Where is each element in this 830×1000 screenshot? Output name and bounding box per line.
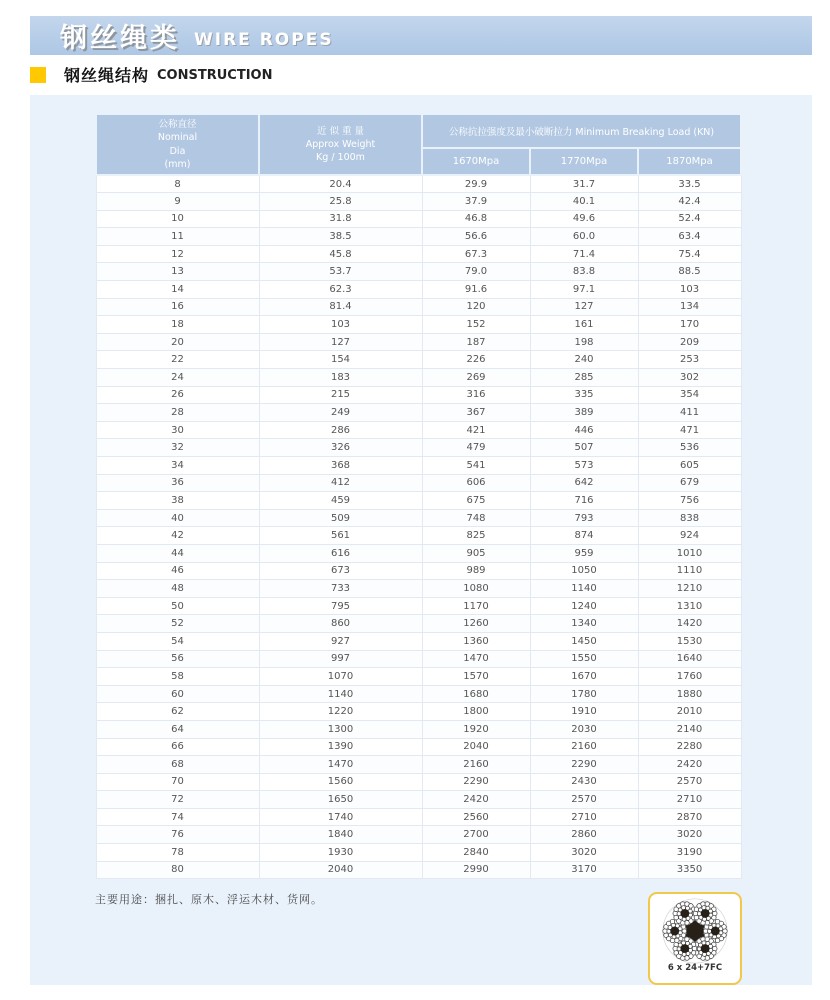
header-diameter-unit: (mm) bbox=[164, 158, 191, 170]
cell: 536 bbox=[638, 439, 741, 457]
cell: 756 bbox=[638, 492, 741, 510]
cell: 91.6 bbox=[422, 281, 530, 299]
cell: 2290 bbox=[422, 773, 530, 791]
cell: 63.4 bbox=[638, 228, 741, 246]
table-row bbox=[96, 333, 741, 351]
cell: 49.6 bbox=[530, 210, 638, 228]
cell: 66 bbox=[96, 738, 259, 756]
table-row bbox=[96, 439, 741, 457]
cell: 1390 bbox=[259, 738, 422, 756]
cell: 673 bbox=[259, 562, 422, 580]
cell: 1470 bbox=[259, 756, 422, 774]
cell: 795 bbox=[259, 597, 422, 615]
cell: 1800 bbox=[422, 703, 530, 721]
cell: 959 bbox=[530, 544, 638, 562]
table-row bbox=[96, 193, 741, 211]
cell: 20 bbox=[96, 333, 259, 351]
table-row bbox=[96, 245, 741, 263]
cell: 18 bbox=[96, 316, 259, 334]
cell: 1340 bbox=[530, 615, 638, 633]
cell: 326 bbox=[259, 439, 422, 457]
table-row bbox=[96, 316, 741, 334]
cell: 997 bbox=[259, 650, 422, 668]
cell: 2160 bbox=[530, 738, 638, 756]
table-row bbox=[96, 861, 741, 879]
table-row bbox=[96, 844, 741, 862]
cell: 240 bbox=[530, 351, 638, 369]
cell: 152 bbox=[422, 316, 530, 334]
cell: 825 bbox=[422, 527, 530, 545]
cell: 103 bbox=[259, 316, 422, 334]
table-row bbox=[96, 298, 741, 316]
table-row bbox=[96, 703, 741, 721]
cell: 1650 bbox=[259, 791, 422, 809]
cell: 13 bbox=[96, 263, 259, 281]
table-header bbox=[96, 114, 741, 175]
cell: 1780 bbox=[530, 685, 638, 703]
cell: 733 bbox=[259, 580, 422, 598]
spec-table bbox=[95, 113, 742, 879]
cell: 642 bbox=[530, 474, 638, 492]
cell: 3020 bbox=[638, 826, 741, 844]
table-row bbox=[96, 474, 741, 492]
cell: 2040 bbox=[259, 861, 422, 879]
cell: 9 bbox=[96, 193, 259, 211]
cell: 509 bbox=[259, 509, 422, 527]
cell: 1140 bbox=[530, 580, 638, 598]
table-row bbox=[96, 228, 741, 246]
cell: 1070 bbox=[259, 668, 422, 686]
cell: 2700 bbox=[422, 826, 530, 844]
cell: 2160 bbox=[422, 756, 530, 774]
cell: 10 bbox=[96, 210, 259, 228]
usage-note: 主要用途：捆扎、原木、浮运木材、货网。 bbox=[95, 893, 323, 906]
table-row bbox=[96, 210, 741, 228]
cell: 29.9 bbox=[422, 175, 530, 193]
cell: 2420 bbox=[422, 791, 530, 809]
cell: 446 bbox=[530, 421, 638, 439]
cell: 209 bbox=[638, 333, 741, 351]
cell: 62.3 bbox=[259, 281, 422, 299]
cell: 68 bbox=[96, 756, 259, 774]
cell: 2140 bbox=[638, 720, 741, 738]
cell: 793 bbox=[530, 509, 638, 527]
cell: 459 bbox=[259, 492, 422, 510]
header-weight-zh: 近 似 重 量 bbox=[316, 125, 365, 137]
cell: 40 bbox=[96, 509, 259, 527]
cell: 335 bbox=[530, 386, 638, 404]
cell: 12 bbox=[96, 245, 259, 263]
cell: 1740 bbox=[259, 808, 422, 826]
cell: 44 bbox=[96, 544, 259, 562]
rope-cross-section-card bbox=[648, 892, 742, 985]
cell: 58 bbox=[96, 668, 259, 686]
cell: 541 bbox=[422, 457, 530, 475]
cell: 1450 bbox=[530, 632, 638, 650]
cell: 1260 bbox=[422, 615, 530, 633]
cell: 62 bbox=[96, 703, 259, 721]
cell: 2710 bbox=[530, 808, 638, 826]
header-diameter-en2: Dia bbox=[169, 145, 186, 157]
cell: 927 bbox=[259, 632, 422, 650]
cell: 573 bbox=[530, 457, 638, 475]
cell: 37.9 bbox=[422, 193, 530, 211]
cell: 16 bbox=[96, 298, 259, 316]
table-row bbox=[96, 738, 741, 756]
cell: 2430 bbox=[530, 773, 638, 791]
page-banner bbox=[30, 16, 812, 55]
cell: 2420 bbox=[638, 756, 741, 774]
cell: 32 bbox=[96, 439, 259, 457]
table-row bbox=[96, 369, 741, 387]
content-panel bbox=[30, 95, 812, 985]
cell: 1360 bbox=[422, 632, 530, 650]
cell: 253 bbox=[638, 351, 741, 369]
cell: 269 bbox=[422, 369, 530, 387]
cell: 1140 bbox=[259, 685, 422, 703]
cell: 154 bbox=[259, 351, 422, 369]
cell: 1310 bbox=[638, 597, 741, 615]
cell: 1880 bbox=[638, 685, 741, 703]
cell: 924 bbox=[638, 527, 741, 545]
section-heading bbox=[30, 63, 272, 86]
cell: 1110 bbox=[638, 562, 741, 580]
table-row bbox=[96, 492, 741, 510]
cell: 285 bbox=[530, 369, 638, 387]
cell: 187 bbox=[422, 333, 530, 351]
cell: 1760 bbox=[638, 668, 741, 686]
header-grade-1770: 1770Mpa bbox=[530, 148, 638, 175]
cell: 1550 bbox=[530, 650, 638, 668]
table-row bbox=[96, 263, 741, 281]
cell: 2280 bbox=[638, 738, 741, 756]
cell: 2710 bbox=[638, 791, 741, 809]
cell: 45.8 bbox=[259, 245, 422, 263]
table-row bbox=[96, 773, 741, 791]
cell: 14 bbox=[96, 281, 259, 299]
cell: 2860 bbox=[530, 826, 638, 844]
cell: 67.3 bbox=[422, 245, 530, 263]
header-weight bbox=[259, 114, 422, 175]
cell: 2990 bbox=[422, 861, 530, 879]
cell: 1220 bbox=[259, 703, 422, 721]
cell: 22 bbox=[96, 351, 259, 369]
table-row bbox=[96, 175, 741, 193]
header-weight-en1: Approx Weight bbox=[305, 138, 376, 150]
cell: 412 bbox=[259, 474, 422, 492]
cell: 79.0 bbox=[422, 263, 530, 281]
header-diameter-zh: 公称直径 bbox=[158, 118, 197, 130]
cell: 1680 bbox=[422, 685, 530, 703]
cell: 71.4 bbox=[530, 245, 638, 263]
cell: 75.4 bbox=[638, 245, 741, 263]
cell: 74 bbox=[96, 808, 259, 826]
cell: 1300 bbox=[259, 720, 422, 738]
header-diameter-en1: Nominal bbox=[157, 132, 198, 144]
cell: 605 bbox=[638, 457, 741, 475]
cell: 54 bbox=[96, 632, 259, 650]
table-row bbox=[96, 386, 741, 404]
cell: 198 bbox=[530, 333, 638, 351]
cell: 989 bbox=[422, 562, 530, 580]
cell: 1210 bbox=[638, 580, 741, 598]
cell: 33.5 bbox=[638, 175, 741, 193]
cell: 83.8 bbox=[530, 263, 638, 281]
cell: 2570 bbox=[638, 773, 741, 791]
cell: 606 bbox=[422, 474, 530, 492]
table-row bbox=[96, 597, 741, 615]
cell: 874 bbox=[530, 527, 638, 545]
cell: 53.7 bbox=[259, 263, 422, 281]
cell: 60 bbox=[96, 685, 259, 703]
cell: 860 bbox=[259, 615, 422, 633]
cell: 675 bbox=[422, 492, 530, 510]
table-row bbox=[96, 808, 741, 826]
cell: 60.0 bbox=[530, 228, 638, 246]
header-grade-1870: 1870Mpa bbox=[638, 148, 741, 175]
cell: 411 bbox=[638, 404, 741, 422]
cell: 479 bbox=[422, 439, 530, 457]
cell: 561 bbox=[259, 527, 422, 545]
cell: 64 bbox=[96, 720, 259, 738]
cell: 1920 bbox=[422, 720, 530, 738]
banner-title-zh: 钢丝绳类 bbox=[60, 23, 180, 54]
cell: 507 bbox=[530, 439, 638, 457]
cell: 302 bbox=[638, 369, 741, 387]
table-row bbox=[96, 544, 741, 562]
table-row bbox=[96, 580, 741, 598]
cell: 215 bbox=[259, 386, 422, 404]
table-body bbox=[96, 175, 741, 879]
cell: 1240 bbox=[530, 597, 638, 615]
cell: 127 bbox=[530, 298, 638, 316]
cell: 1570 bbox=[422, 668, 530, 686]
cell: 3020 bbox=[530, 844, 638, 862]
cell: 40.1 bbox=[530, 193, 638, 211]
table-row bbox=[96, 509, 741, 527]
cell: 226 bbox=[422, 351, 530, 369]
cell: 316 bbox=[422, 386, 530, 404]
cell: 50 bbox=[96, 597, 259, 615]
cell: 30 bbox=[96, 421, 259, 439]
cell: 38 bbox=[96, 492, 259, 510]
cell: 716 bbox=[530, 492, 638, 510]
cell: 70 bbox=[96, 773, 259, 791]
cell: 25.8 bbox=[259, 193, 422, 211]
cell: 2010 bbox=[638, 703, 741, 721]
cell: 120 bbox=[422, 298, 530, 316]
rope-construction-label: 6 x 24+7FC bbox=[667, 963, 723, 973]
cell: 31.8 bbox=[259, 210, 422, 228]
cell: 354 bbox=[638, 386, 741, 404]
cell: 80 bbox=[96, 861, 259, 879]
cell: 127 bbox=[259, 333, 422, 351]
cell: 1930 bbox=[259, 844, 422, 862]
table-row bbox=[96, 791, 741, 809]
cell: 2560 bbox=[422, 808, 530, 826]
section-title-en: CONSTRUCTION bbox=[157, 68, 273, 83]
cell: 170 bbox=[638, 316, 741, 334]
cell: 72 bbox=[96, 791, 259, 809]
cell: 36 bbox=[96, 474, 259, 492]
cell: 679 bbox=[638, 474, 741, 492]
banner-title-en: WIRE ROPES bbox=[194, 29, 334, 50]
rope-cross-section-icon bbox=[659, 897, 731, 965]
cell: 1470 bbox=[422, 650, 530, 668]
cell: 1010 bbox=[638, 544, 741, 562]
cell: 286 bbox=[259, 421, 422, 439]
cell: 34 bbox=[96, 457, 259, 475]
cell: 838 bbox=[638, 509, 741, 527]
cell: 24 bbox=[96, 369, 259, 387]
cell: 97.1 bbox=[530, 281, 638, 299]
cell: 81.4 bbox=[259, 298, 422, 316]
cell: 42.4 bbox=[638, 193, 741, 211]
cell: 56.6 bbox=[422, 228, 530, 246]
header-weight-unit: Kg / 100m bbox=[316, 152, 365, 164]
table-row bbox=[96, 650, 741, 668]
table-row bbox=[96, 421, 741, 439]
cell: 46.8 bbox=[422, 210, 530, 228]
cell: 134 bbox=[638, 298, 741, 316]
cell: 1910 bbox=[530, 703, 638, 721]
table-row bbox=[96, 826, 741, 844]
cell: 1080 bbox=[422, 580, 530, 598]
table-row bbox=[96, 632, 741, 650]
table-row bbox=[96, 457, 741, 475]
cell: 367 bbox=[422, 404, 530, 422]
table-row bbox=[96, 615, 741, 633]
cell: 48 bbox=[96, 580, 259, 598]
table-row bbox=[96, 756, 741, 774]
cell: 1420 bbox=[638, 615, 741, 633]
cell: 748 bbox=[422, 509, 530, 527]
table-row bbox=[96, 668, 741, 686]
cell: 2290 bbox=[530, 756, 638, 774]
cell: 3170 bbox=[530, 861, 638, 879]
header-diameter bbox=[96, 114, 259, 175]
cell: 1530 bbox=[638, 632, 741, 650]
cell: 421 bbox=[422, 421, 530, 439]
cell: 2570 bbox=[530, 791, 638, 809]
cell: 3190 bbox=[638, 844, 741, 862]
cell: 471 bbox=[638, 421, 741, 439]
cell: 1170 bbox=[422, 597, 530, 615]
cell: 103 bbox=[638, 281, 741, 299]
cell: 38.5 bbox=[259, 228, 422, 246]
cell: 616 bbox=[259, 544, 422, 562]
cell: 56 bbox=[96, 650, 259, 668]
cell: 161 bbox=[530, 316, 638, 334]
cell: 2030 bbox=[530, 720, 638, 738]
cell: 389 bbox=[530, 404, 638, 422]
table-row bbox=[96, 720, 741, 738]
cell: 2870 bbox=[638, 808, 741, 826]
cell: 76 bbox=[96, 826, 259, 844]
cell: 8 bbox=[96, 175, 259, 193]
header-grade-1670: 1670Mpa bbox=[422, 148, 530, 175]
header-breaking-load-group: 公称抗拉强度及最小破断拉力 Minimum Breaking Load (KN) bbox=[422, 114, 741, 148]
cell: 2840 bbox=[422, 844, 530, 862]
cell: 3350 bbox=[638, 861, 741, 879]
cell: 26 bbox=[96, 386, 259, 404]
cell: 1840 bbox=[259, 826, 422, 844]
cell: 1640 bbox=[638, 650, 741, 668]
table-row bbox=[96, 527, 741, 545]
table-row bbox=[96, 351, 741, 369]
table-row bbox=[96, 404, 741, 422]
cell: 368 bbox=[259, 457, 422, 475]
cell: 905 bbox=[422, 544, 530, 562]
cell: 52 bbox=[96, 615, 259, 633]
cell: 249 bbox=[259, 404, 422, 422]
cell: 52.4 bbox=[638, 210, 741, 228]
table-row bbox=[96, 685, 741, 703]
cell: 31.7 bbox=[530, 175, 638, 193]
cell: 28 bbox=[96, 404, 259, 422]
cell: 11 bbox=[96, 228, 259, 246]
table-row bbox=[96, 562, 741, 580]
cell: 20.4 bbox=[259, 175, 422, 193]
cell: 1560 bbox=[259, 773, 422, 791]
cell: 78 bbox=[96, 844, 259, 862]
cell: 88.5 bbox=[638, 263, 741, 281]
cell: 42 bbox=[96, 527, 259, 545]
cell: 46 bbox=[96, 562, 259, 580]
cell: 183 bbox=[259, 369, 422, 387]
section-title-zh: 钢丝绳结构 bbox=[64, 66, 150, 85]
table-row bbox=[96, 281, 741, 299]
cell: 2040 bbox=[422, 738, 530, 756]
cell: 1050 bbox=[530, 562, 638, 580]
cell: 1670 bbox=[530, 668, 638, 686]
yellow-bullet-icon bbox=[30, 67, 46, 83]
